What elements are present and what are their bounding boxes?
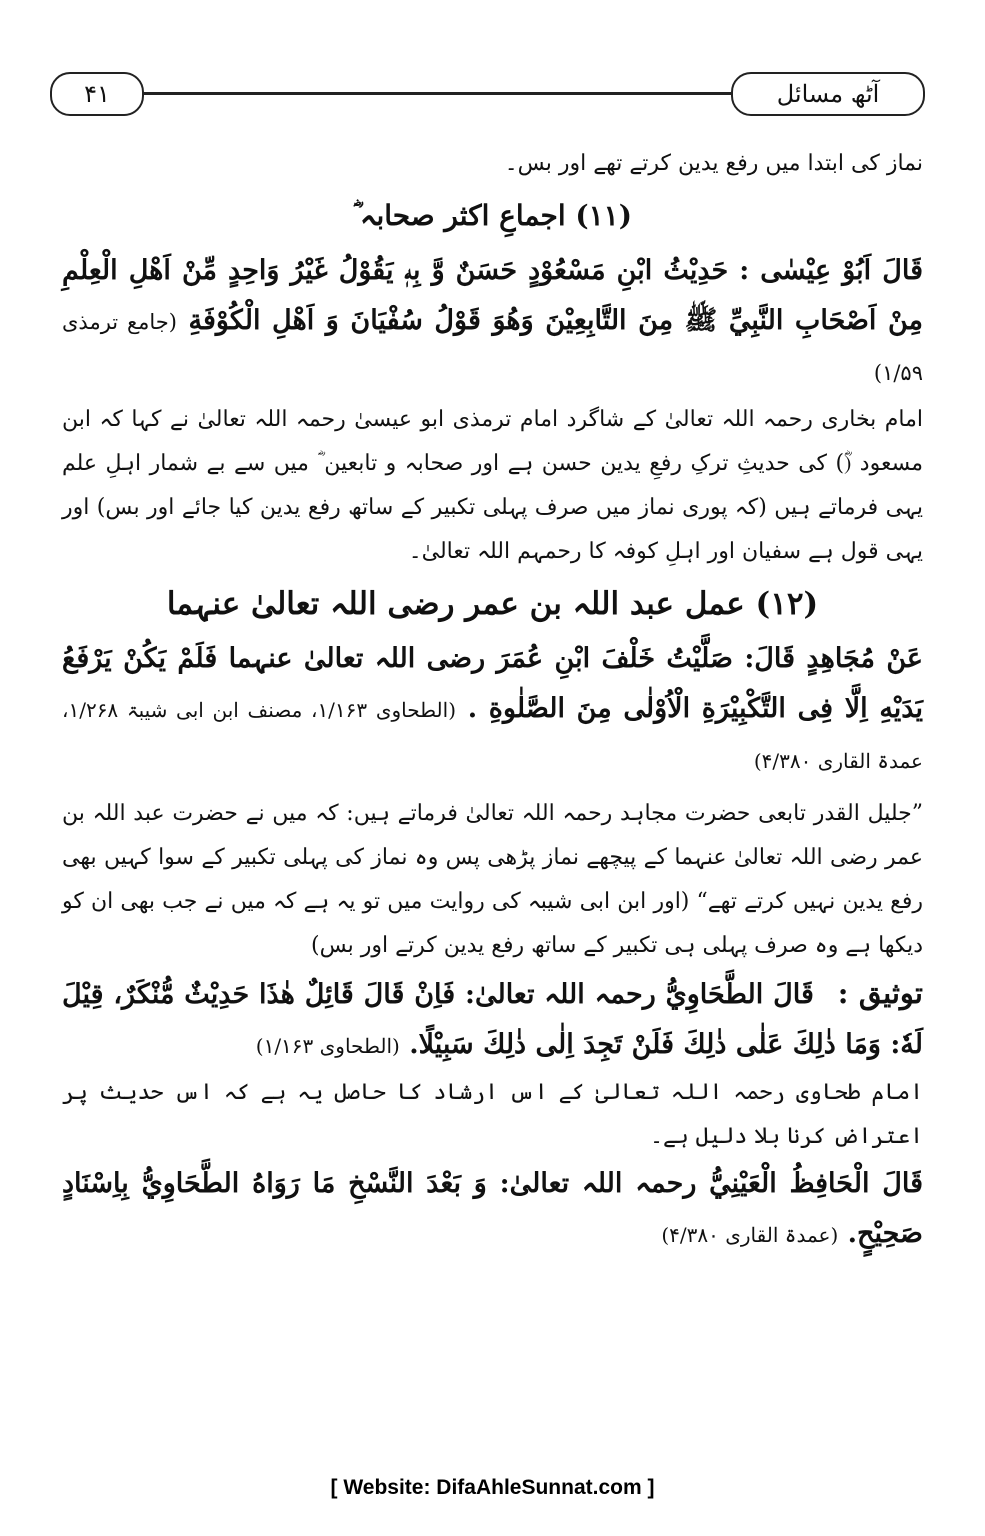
arabic-quote: قَالَ الْحَافِظُ الْعَيْنِيُّ رحمہ اللہ تعالیٰ: وَ بَعْدَ النَّسْخِ مَا رَوَاهُ الطَّحَاوِيُّ بِاِسْنَادٍ صَحِيْحٍ. xyxy=(62,1168,923,1249)
arabic-quote: قَالَ اَبُوْ عِيْسٰى : حَدِيْثُ ابْنِ مَسْعُوْدٍ حَسَنٌ وَّ بِهٖ يَقُوْلُ غَيْرُ وَاحِدٍ مِّنْ اَهْلِ الْعِلْمِ مِنْ اَصْحَابِ النَّبِيِّ ﷺ مِنَ التَّابِعِيْنَ وَهُوَ قَوْلُ سُفْيَانَ وَ اَهْلِ الْكُوْفَةِ xyxy=(62,255,923,336)
website-footer: [ Website: DifaAhleSunnat.com ] xyxy=(330,1476,655,1499)
reference: (عمدۃ القاری ۴/۳۸۰) xyxy=(661,1223,839,1247)
page-number: ۴۱ xyxy=(50,72,144,116)
section-heading-12: (۱۲) عمل عبد اللہ بن عمر رضی اللہ تعالیٰ عنہما xyxy=(166,586,819,622)
tawtheeq-label: توثیق : xyxy=(837,976,923,1010)
section-heading-11: (۱۱) اجماعِ اکثر صحابہ ؓ xyxy=(353,199,632,232)
ayni-paragraph xyxy=(62,1159,923,1260)
page-body xyxy=(62,142,923,1260)
arabic-quote: قَالَ الطَّحَاوِيُّ رحمہ اللہ تعالیٰ: فَاِنْ قَالَ قَائِلٌ هٰذَا حَدِيْثٌ مُّنْكَرٌ، قِيْلَ لَهٗ: وَمَا ذٰلِكَ عَلٰى ذٰلِكَ فَلَنْ تَجِدَ اِلٰى ذٰلِكَ سَبِيْلًا. xyxy=(62,979,923,1060)
arabic-text-11 xyxy=(62,246,923,398)
intro-line: نماز کی ابتدا میں رفع یدین کرتے تھے اور بس۔ xyxy=(504,151,923,176)
reference: (جامع ترمذی ۱/۵۹) xyxy=(62,310,923,385)
reference: (الطحاوی ۱/۱۶۳، مصنف ابن ابی شیبۃ ۱/۲۶۸، عمدۃ القاری ۴/۳۸۰) xyxy=(62,698,923,773)
arabic-text-12 xyxy=(62,634,923,786)
urdu-translation-12: ”جلیل القدر تابعی حضرت مجاہد رحمہ اللہ تعالیٰ فرماتے ہیں: کہ میں نے حضرت عبد اللہ بن عمر رضی اللہ تعالیٰ عنہما کے پیچھے نماز پڑھی پس وہ نماز کی پہلی تکبیر کے سوا کہیں بھی رفع یدین نہیں کرتے تھے“ (اور ابن ابی شیبہ کی روایت میں تو یہ ہے کہ میں نے جب بھی ان کو دیکھا ہے وہ صرف پہلی ہی تکبیر کے ساتھ رفع یدین کرتے اور بس) xyxy=(62,801,923,958)
arabic-quote: عَنْ مُجَاهِدٍ قَالَ: صَلَّيْتُ خَلْفَ ابْنِ عُمَرَ رضی اللہ تعالیٰ عنہما فَلَمْ يَكُنْ يَرْفَعُ يَدَيْهِ اِلَّا فِى التَّكْبِيْرَةِ الْاُوْلٰى مِنَ الصَّلٰوةِ . xyxy=(62,643,923,724)
reference: (الطحاوی ۱/۱۶۳) xyxy=(255,1034,400,1058)
running-title: آٹھ مسائل xyxy=(731,72,925,116)
tawtheeq-paragraph xyxy=(62,968,923,1071)
tawtheeq-urdu: امام طحاوی رحمہ اللہ تعالیٰ کے اس ارشاد کا حاصل یہ ہے کہ اس حدیث پر اعتراض کرنا بلا دلیل ہے۔ xyxy=(62,1080,923,1149)
urdu-translation-11: امام بخاری رحمہ اللہ تعالیٰ کے شاگرد امام ترمذی ابو عیسیٰ رحمہ اللہ تعالیٰ نے کہا کہ ابن مسعود (ؓ) کی حدیثِ ترکِ رفعِ یدین حسن ہے اور صحابہ و تابعین ؓ میں سے بے شمار اہلِ علم یہی فرماتے ہیں (کہ پوری نماز میں صرف پہلی تکبیر کے ساتھ رفع یدین کیا جائے اور بس) اور یہی قول ہے سفیان اور اہلِ کوفہ کا رحمہم اللہ تعالیٰ۔ xyxy=(62,407,923,564)
